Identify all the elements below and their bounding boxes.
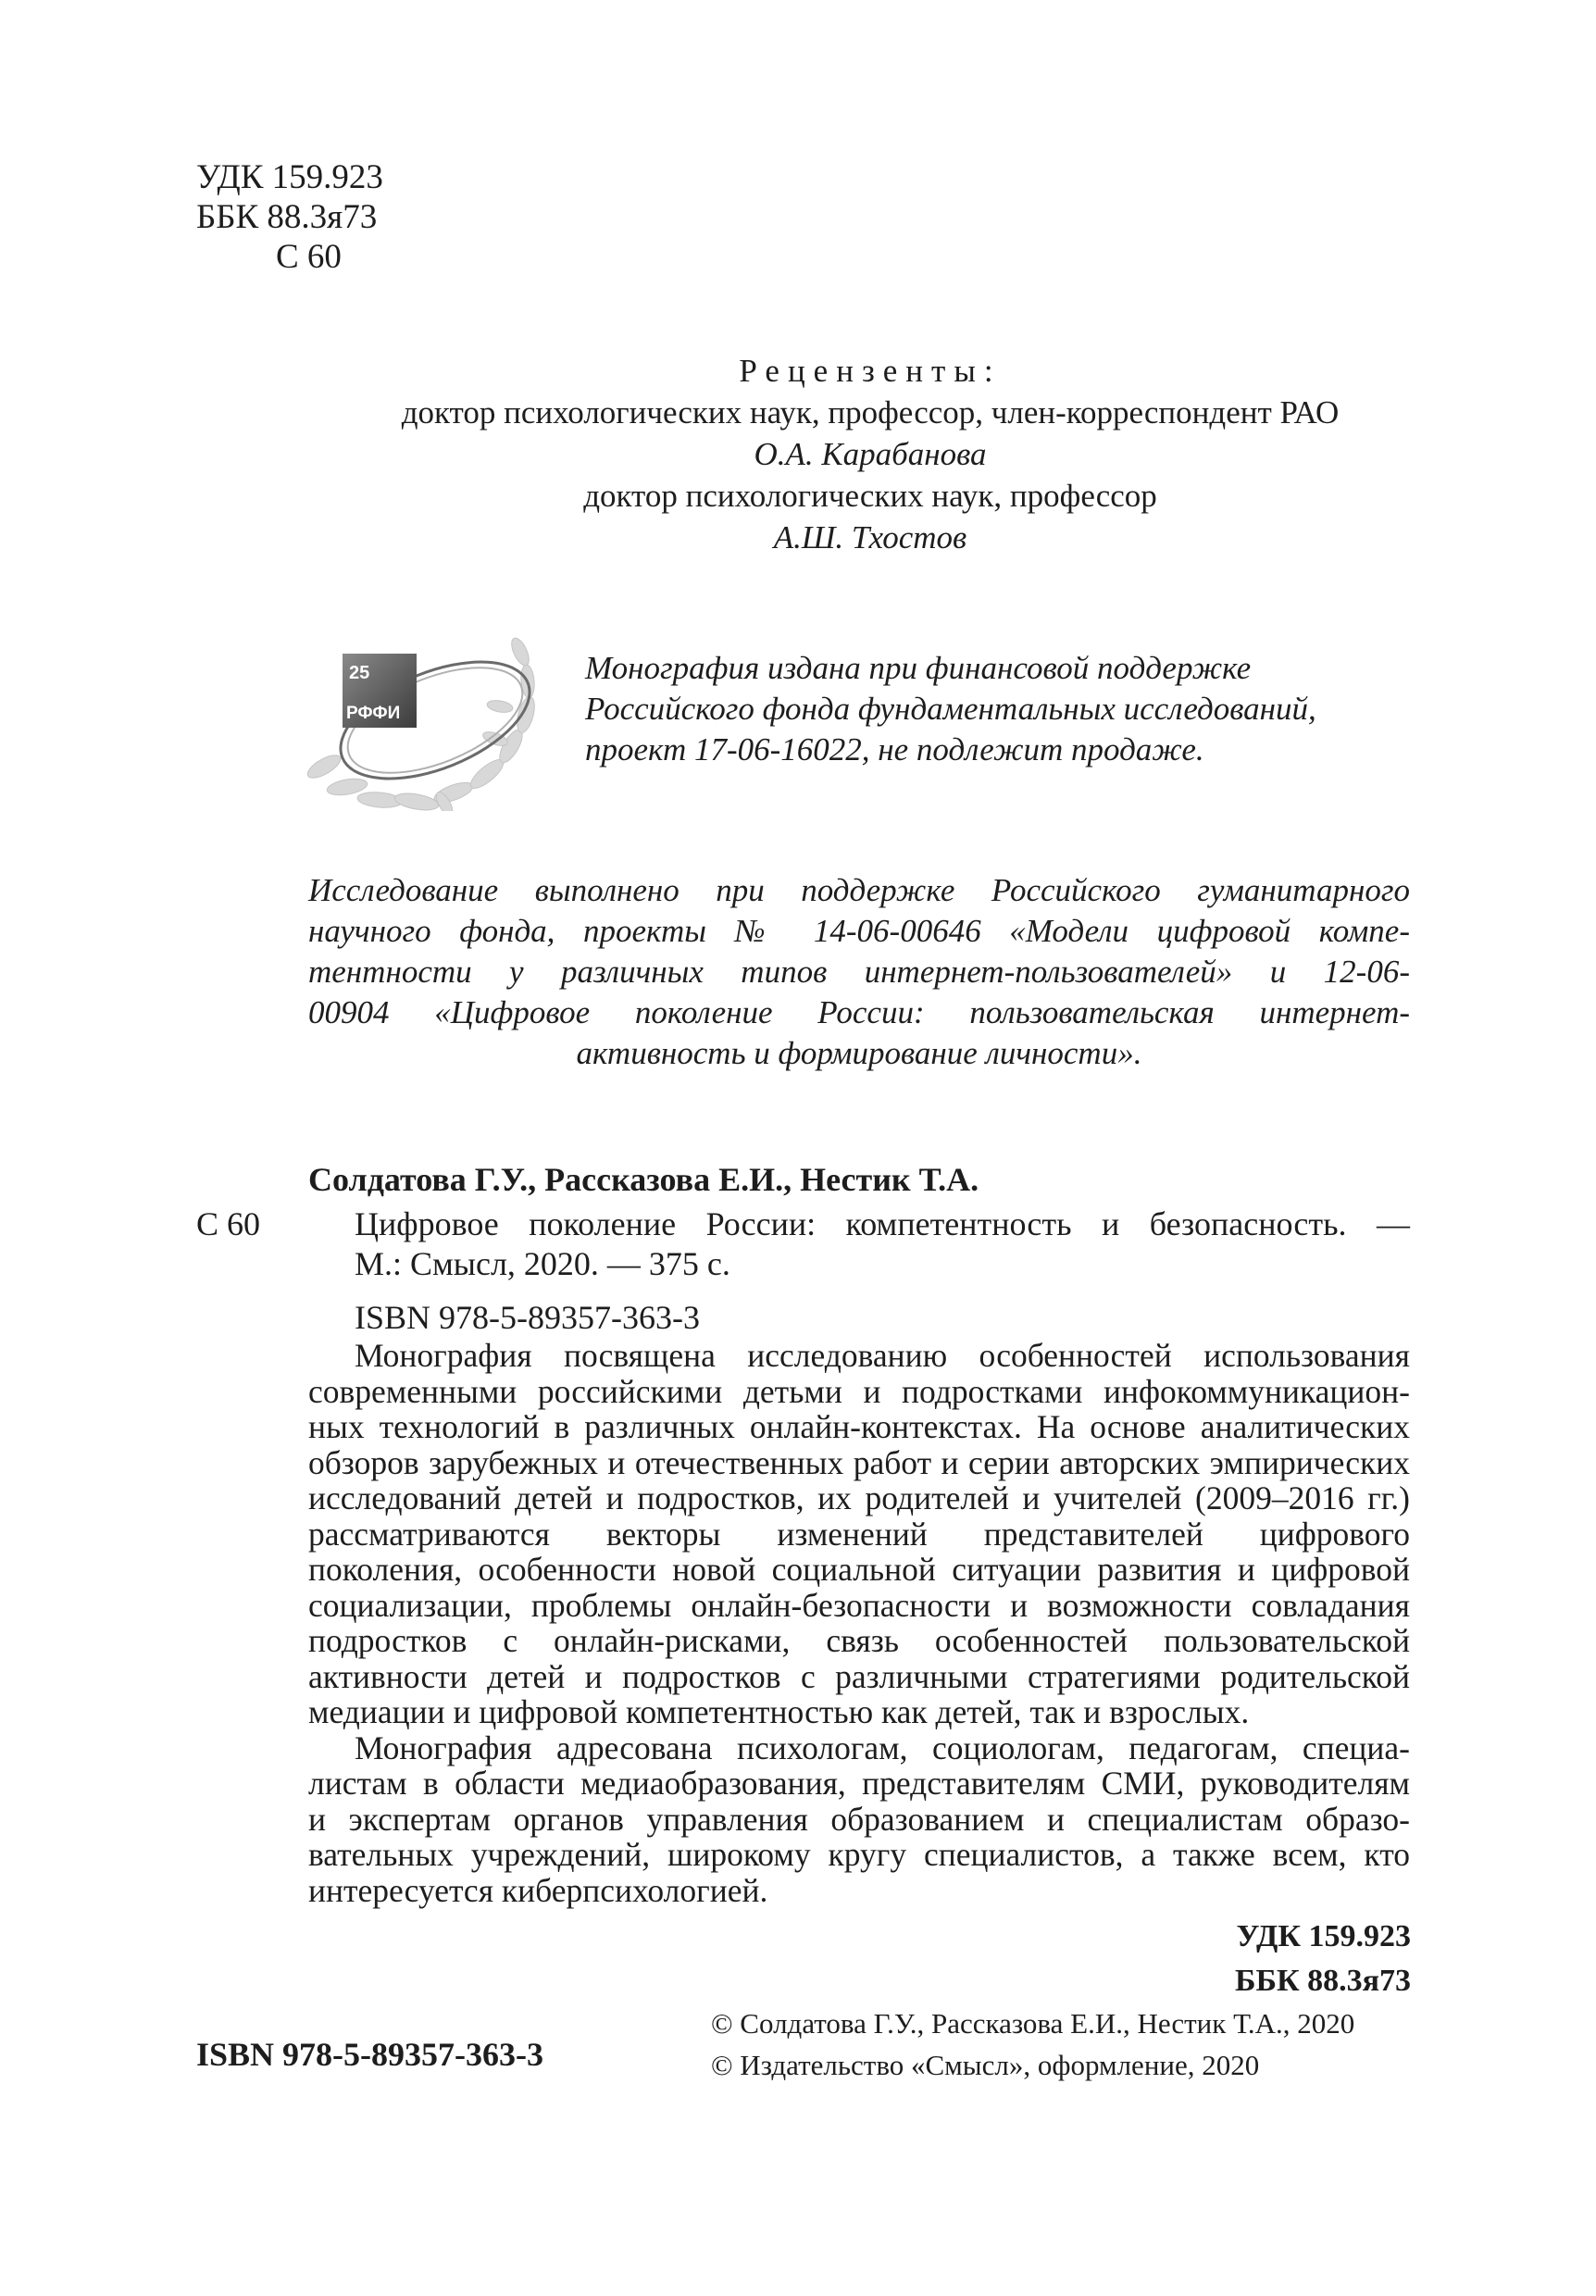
abstract-line: вательных учреждений, широкому кругу специалистов, а также всем, кто	[308, 1836, 1410, 1873]
udk-code: УДК 159.923	[196, 158, 383, 196]
funding-line: Монография издана при финансовой поддержке	[585, 650, 1252, 686]
record-title-line: Цифровое поколение России: компетентность и безопасность. —	[355, 1205, 1410, 1242]
bottom-isbn: ISBN 978-5-89357-363-3	[196, 2036, 543, 2073]
logo-caption: РФФИ	[346, 704, 401, 723]
copyright-block	[711, 2003, 1354, 2086]
funding-notice	[585, 648, 1511, 770]
abstract-paragraph-1	[308, 1338, 1410, 1730]
abstract-line: современными российскими детьми и подростками инфокоммуникацион-	[308, 1372, 1410, 1410]
abstract-line: социализации, проблемы онлайн-безопасности и возможности совладания	[308, 1586, 1410, 1624]
reviewers-block	[231, 350, 1509, 558]
rffi-laurel-logo-icon	[305, 618, 542, 811]
reviewer-1-title: доктор психологических наук, профессор, член-корреспондент РАО	[401, 394, 1340, 430]
copyright-publisher: © Издательство «Смысл», оформление, 2020	[711, 2049, 1260, 2081]
copyright-authors: © Солдатова Г.У., Рассказова Е.И., Нестик Т.А., 2020	[711, 2007, 1355, 2040]
reviewer-2-name: А.Ш. Тхостов	[773, 519, 967, 555]
abstract-paragraph-2	[308, 1730, 1410, 1909]
support-line: научного фонда, проекты № 14-06-00646 «Модели цифровой компе-	[308, 913, 1410, 949]
record-title	[355, 1204, 1410, 1284]
abstract-line: подростков с онлайн-рисками, связь особенностей пользовательской	[308, 1622, 1410, 1659]
abstract-line: ных технологий в различных онлайн-контекстах. На основе аналитических	[308, 1408, 1410, 1445]
abstract-line: медиации и цифровой компетентностью как детей, так и взрослых.	[308, 1693, 1250, 1730]
abstract-line: поколения, особенности новой социальной ситуации развития и цифровой	[308, 1551, 1410, 1588]
classification-codes	[196, 157, 383, 277]
abstract-line: обзоров зарубежных и отечественных работ и серии авторских эмпирических	[308, 1443, 1410, 1481]
support-line: активность и формирование личности».	[576, 1035, 1142, 1071]
support-line: тентности у различных типов интернет-пользователей» и 12-06-	[308, 954, 1410, 990]
record-isbn: ISBN 978-5-89357-363-3	[355, 1299, 700, 1336]
abstract-line: Монография адресована психологам, социологам, педагогам, специа-	[355, 1728, 1410, 1766]
author-mark: С 60	[276, 238, 342, 276]
abstract	[308, 1338, 1410, 1908]
funding-line: проект 17-06-16022, не подлежит продаже.	[585, 731, 1204, 767]
bottom-udk: УДК 159.923	[1236, 1919, 1411, 1953]
reviewer-2-title: доктор психологических наук, профессор	[583, 478, 1157, 514]
reviewer-1-name: О.А. Карабанова	[754, 436, 987, 472]
funding-line: Российского фонда фундаментальных исследований,	[585, 691, 1316, 727]
reviewers-heading: Рецензенты:	[739, 353, 1002, 389]
abstract-line: и экспертам органов управления образованием и специалистам образо-	[308, 1800, 1410, 1838]
abstract-line: листам в области медиаобразования, представителям СМИ, руководителям	[308, 1765, 1410, 1802]
research-support-note	[308, 870, 1410, 1074]
record-authors: Солдатова Г.У., Рассказова Е.И., Нестик Т.А.	[308, 1161, 979, 1198]
abstract-line: активности детей и подростков с различными стратегиями родительской	[308, 1657, 1410, 1695]
bottom-bbk: ББК 88.3я73	[1234, 1964, 1411, 1998]
abstract-line: интересуется киберпсихологией.	[308, 1871, 768, 1909]
record-imprint-line: М.: Смысл, 2020. — 375 с.	[355, 1245, 730, 1282]
abstract-line: исследований детей и подростков, их родителей и учителей (2009–2016 гг.)	[308, 1479, 1410, 1516]
bbk-code: ББК 88.3я73	[196, 198, 378, 236]
abstract-line: Монография посвящена исследованию особенностей использования	[355, 1337, 1410, 1374]
abstract-line: рассматриваются векторы изменений представителей цифрового	[308, 1515, 1410, 1553]
logo-number: 25	[349, 663, 370, 683]
support-line: Исследование выполнено при поддержке Российского гуманитарного	[308, 872, 1410, 908]
support-line: 00904 «Цифровое поколение России: пользовательская интернет-	[308, 994, 1410, 1030]
bottom-classification-codes	[1235, 1915, 1411, 2003]
record-author-mark: С 60	[196, 1205, 261, 1242]
